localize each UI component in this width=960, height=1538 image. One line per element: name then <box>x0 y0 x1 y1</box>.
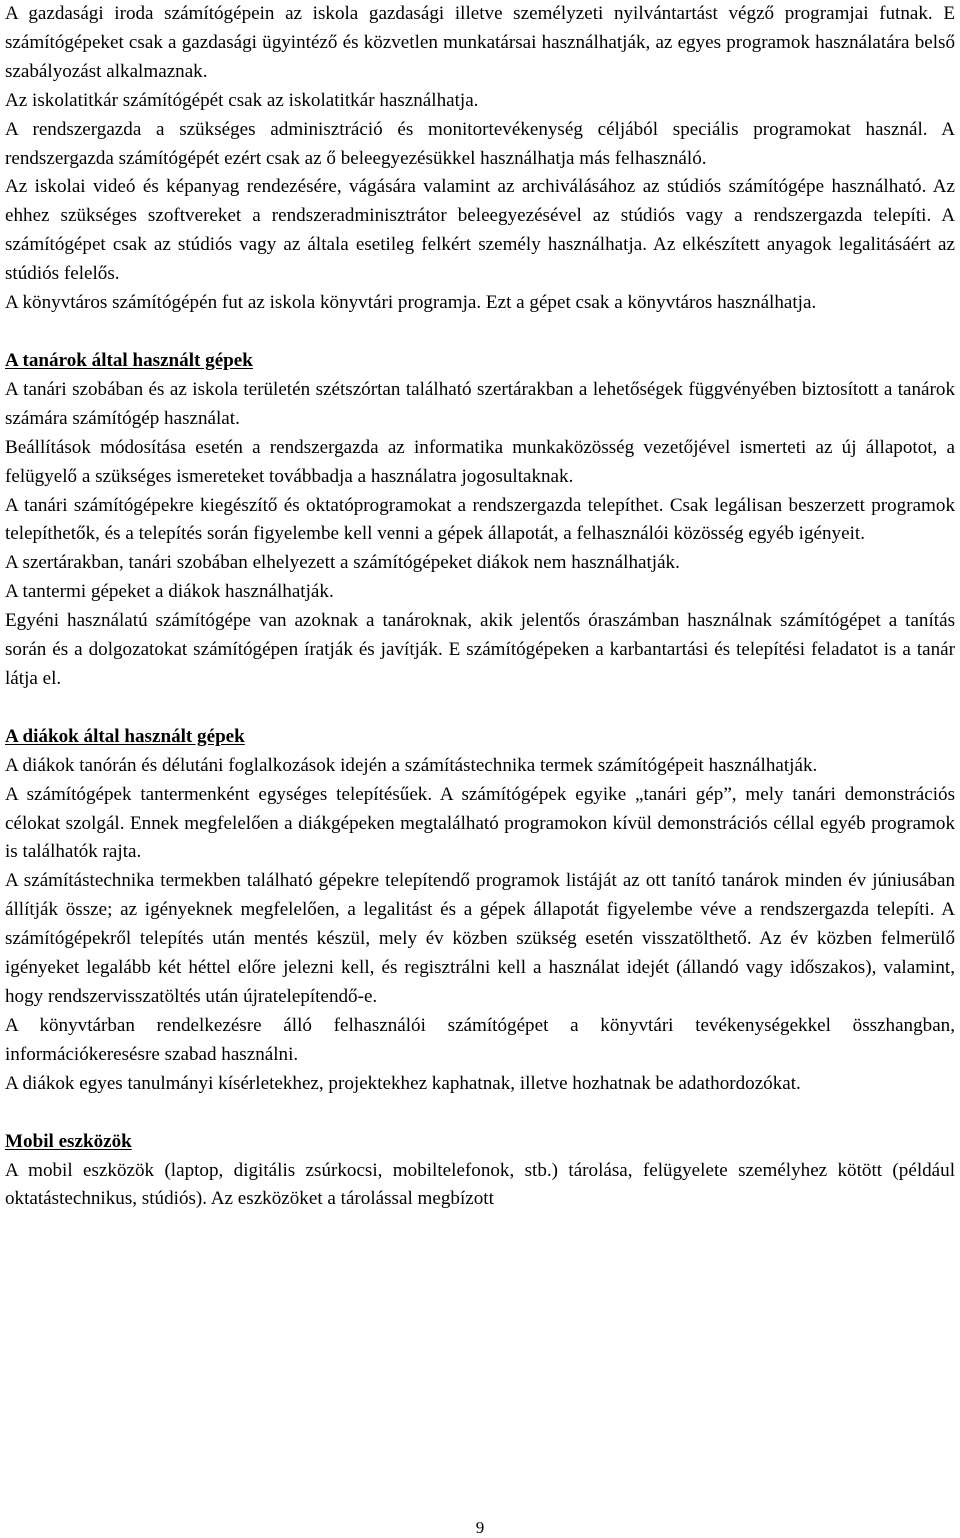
paragraph-teacher-3: A tanári számítógépekre kiegészítő és oktatóprogramokat a rendszergazda telepíthet. Csak legálisan beszerzett programok telepíthetők, és a telepítés során figyelembe kell venni a gépek állapotát, a felhasználói közösség egyéb igényeit. <box>5 494 955 545</box>
paragraph-mobile-1: A mobil eszközök (laptop, digitális zsúrkocsi, mobiltelefonok, stb.) tárolása, felügyelete személyhez kötött (például oktatástechnikus, stúdiós). Az eszközöket a tárolással megbízott <box>5 1159 955 1210</box>
paragraph-student-5: A diákok egyes tanulmányi kísérletekhez, projektekhez kaphatnak, illetve hozhatnak be adathordozókat. <box>5 1072 801 1094</box>
document-page <box>5 0 955 1214</box>
paragraph-teacher-4: A szertárakban, tanári szobában elhelyezett a számítógépeket diákok nem használhatják. <box>5 552 680 574</box>
paragraph-studio-computer: Az iskolai videó és képanyag rendezésére, vágására valamint az archiválásához az stúdiós számítógépe használható. Az ehhez szükséges szoftvereket a rendszeradminisztrátor beleegyezésével az stúdiós vagy a rendszergazda telepíti. A számítógépet csak az stúdiós vagy az általa esetileg felkért személy használhatja. Az elkészített anyagok legalitásáért az stúdiós felelős. <box>5 176 955 285</box>
heading-mobile-devices: Mobil eszközök <box>5 1130 132 1152</box>
paragraph-secretary-computer: Az iskolatitkár számítógépét csak az iskolatitkár használhatja. <box>5 89 479 111</box>
paragraph-librarian-computer: A könyvtáros számítógépén fut az iskola könyvtári programja. Ezt a gépet csak a könyvtáros használhatja. <box>5 292 817 314</box>
section-spacer <box>5 694 955 723</box>
paragraph-teacher-6: Egyéni használatú számítógépe van azoknak a tanároknak, akik jelentős óraszámban használnak számítógépet a tanítás során és a dolgozatokat számítógépen íratják és javítják. E számítógépeken a karbantartási és telepítési feladatot is a tanár látja el. <box>5 610 955 689</box>
paragraph-sysadmin-computer: A rendszergazda a szükséges adminisztráció és monitortevékenység céljából speciális programokat használ. A rendszergazda számítógépét ezért csak az ő beleegyezésükkel használhatja más felhasználó. <box>5 118 955 169</box>
paragraph-teacher-2: Beállítások módosítása esetén a rendszergazda az informatika munkaközösség vezetőjével ismerteti az új állapotot, a felügyelő a szükséges ismereteket továbbadja a használatra jogosultaknak. <box>5 436 955 487</box>
section-spacer <box>5 1099 955 1128</box>
paragraph-teacher-1: A tanári szobában és az iskola területén szétszórtan található szertárakban a lehetőségek függvényében biztosított a tanárok számára számítógép használat. <box>5 378 955 429</box>
heading-teacher-computers: A tanárok által használt gépek <box>5 349 253 371</box>
section-spacer <box>5 318 955 347</box>
heading-student-computers: A diákok által használt gépek <box>5 725 245 747</box>
page-number: 9 <box>475 1518 485 1537</box>
paragraph-teacher-5: A tantermi gépeket a diákok használhatják. <box>5 581 334 603</box>
paragraph-student-2: A számítógépek tantermenként egységes telepítésűek. A számítógépek egyike „tanári gép”, mely tanári demonstrációs célokat szolgál. Ennek megfelelően a diákgépeken megtalálható programokon kívül demonstrációs céllal egyéb programok is találhatók rajta. <box>5 783 955 863</box>
paragraph-student-4: A könyvtárban rendelkezésre álló felhasználói számítógépet a könyvtári tevékenységekkel összhangban, információkeresésre szabad használni. <box>5 1014 955 1065</box>
paragraph-office-computers: A gazdasági iroda számítógépein az iskola gazdasági illetve személyzeti nyilvántartást végző programjai futnak. E számítógépeket csak a gazdasági ügyintéző és közvetlen munkatársai használhatják, az egyes programok használatára belső szabályozást alkalmaznak. <box>5 3 955 82</box>
paragraph-student-3: A számítástechnika termekben található gépekre telepítendő programok listáját az ott tanító tanárok minden év júniusában állítják össze; az igényeknek megfelelően, a legalitást és a gépek állapotát figyelembe véve a rendszergazda telepíti. A számítógépekről telepítés után mentés készül, mely év közben szükség esetén visszatölthető. Az év közben felmerülő igényeket legalább két héttel előre jelezni kell, és regisztrálni kell a használat idejét (állandó vagy időszakos), valamint, hogy rendszervisszatöltés után újratelepítendő-e. <box>5 870 955 1007</box>
paragraph-student-1: A diákok tanórán és délutáni foglalkozások idején a számítástechnika termek számítógépeit használhatják. <box>5 754 818 776</box>
